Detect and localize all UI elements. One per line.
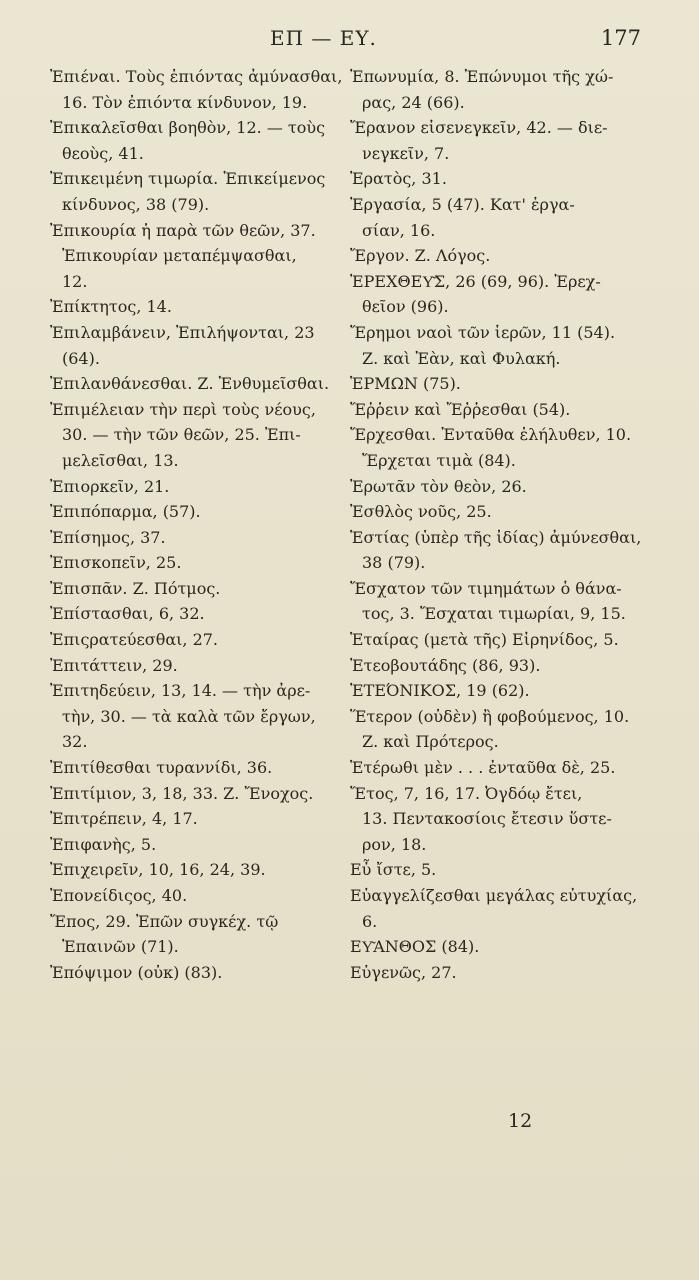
entry-line: Ἔτος, 7, 16, 17. Ὀγδόῳ ἔτει, xyxy=(350,783,583,803)
index-entry xyxy=(350,960,650,986)
index-entry xyxy=(50,499,350,525)
entry-line: ἙΡΜΩΝ (75). xyxy=(350,374,461,394)
index-entry xyxy=(50,909,350,960)
index-entry xyxy=(50,755,350,781)
entry-line: Ἐπιτρέπειν, 4, 17. xyxy=(50,809,198,829)
entry-line: Ἐπικουρίαν μεταπέμψασθαι, xyxy=(62,246,297,266)
entry-line: τος, 3. Ἔσχαται τιμωρίαι, 9, 15. xyxy=(362,604,626,624)
entry-line: 30. — τὴν τῶν θεῶν, 25. Ἐπι- xyxy=(62,425,301,445)
right-column xyxy=(350,64,650,985)
index-entry xyxy=(50,883,350,909)
index-entry xyxy=(50,781,350,807)
entry-line: Ἑταίρας (μετὰ τῆς) Εἰρηνίδος, 5. xyxy=(350,630,619,650)
index-entry xyxy=(50,627,350,653)
entry-line: Ἐπιςρατεύεσθαι, 27. xyxy=(50,630,219,650)
entry-line: Ἐπικαλεῖσθαι βοηθὸν, 12. — τοὺς xyxy=(50,118,326,138)
page-header xyxy=(0,26,699,60)
index-entry xyxy=(350,525,650,576)
entry-line: 16. Τὸν ἐπιόντα κίνδυνον, 19. xyxy=(62,92,308,112)
entry-line: Ἐπιπόπαρμα, (57). xyxy=(50,502,201,522)
entry-line: Ἐπισπᾶν. Ζ. Πότμος. xyxy=(50,578,221,598)
entry-line: Ἐπιέναι. Τοὺς ἐπιόντας ἀμύνασθαι, xyxy=(50,67,343,86)
entry-line: Εὖ ἴστε, 5. xyxy=(350,860,437,880)
entry-line: Ἐπιορκεῖν, 21. xyxy=(50,476,170,496)
entry-line: Ἐπιφανὴς, 5. xyxy=(50,834,157,854)
entry-line: Ἐπιτηδεύειν, 13, 14. — τὴν ἀρε- xyxy=(50,681,311,701)
index-entry xyxy=(50,525,350,551)
left-column xyxy=(50,64,350,985)
entry-line: ρον, 18. xyxy=(362,834,427,854)
index-entry xyxy=(50,320,350,371)
entry-line: (64). xyxy=(62,348,100,368)
entry-line: Ἐπιτάττειν, 29. xyxy=(50,655,178,675)
entry-line: σίαν, 16. xyxy=(362,220,436,240)
entry-line: Ἐργασία, 5 (47). Κατ' ἐργα- xyxy=(350,194,575,214)
page-number: 177 xyxy=(600,26,641,50)
entry-line: Ἐπικουρία ἡ παρὰ τῶν θεῶν, 37. xyxy=(50,220,316,240)
entry-line: μελεῖσθαι, 13. xyxy=(62,450,179,470)
entry-line: Ἐπόψιμον (οὐκ) (83). xyxy=(50,962,223,982)
entry-line: Ἑτέρωθι μὲν . . . ἐνταῦθα δὲ, 25. xyxy=(350,758,616,778)
index-entry xyxy=(350,883,650,934)
index-entry xyxy=(50,960,350,986)
index-entry xyxy=(350,64,650,115)
entry-line: 38 (79). xyxy=(362,553,426,573)
entry-line: Εὐγενῶς, 27. xyxy=(350,962,457,982)
entry-line: τὴν, 30. — τὰ καλὰ τῶν ἔργων, xyxy=(62,706,316,726)
index-entry xyxy=(50,832,350,858)
index-entry xyxy=(350,371,650,397)
entry-line: 12. xyxy=(62,271,88,291)
entry-line: Ἔρχεσθαι. Ἐνταῦθα ἐλήλυθεν, 10. xyxy=(350,425,632,445)
index-entry xyxy=(350,857,650,883)
entry-line: 13. Πεντακοσίοις ἔτεσιν ὕστε- xyxy=(362,809,612,829)
index-entry xyxy=(350,422,650,473)
index-entry xyxy=(350,755,650,781)
index-entry xyxy=(350,320,650,371)
entry-line: Ζ. καὶ Πρότερος. xyxy=(362,732,499,752)
entry-line: Ἐπιλανθάνεσθαι. Ζ. Ἐνθυμεῖσθαι. xyxy=(50,374,330,394)
index-entry xyxy=(350,627,650,653)
entry-line: νεγκεῖν, 7. xyxy=(362,143,450,163)
index-entry xyxy=(50,576,350,602)
entry-line: Ἐπωνυμία, 8. Ἐπώνυμοι τῆς χώ- xyxy=(350,67,614,86)
entry-line: Ἔργον. Ζ. Λόγος. xyxy=(350,246,491,266)
entry-line: θεοὺς, 41. xyxy=(62,143,144,163)
index-entry xyxy=(50,601,350,627)
index-entry xyxy=(50,806,350,832)
entry-line: Ἑστίας (ὑπὲρ τῆς ἰδίας) ἀμύνεσθαι, xyxy=(350,527,642,547)
index-entry xyxy=(350,499,650,525)
entry-line: Ἐπίστασθαι, 6, 32. xyxy=(50,604,205,624)
entry-line: Ἐπικειμένη τιμωρία. Ἐπικείμενος xyxy=(50,169,326,189)
entry-line: Ἔρανον εἰσενεγκεῖν, 42. — διε- xyxy=(350,118,608,138)
entry-line: Ἐρωτᾶν τὸν θεὸν, 26. xyxy=(350,476,527,496)
entry-line: Ἐπίκτητος, 14. xyxy=(50,297,172,317)
entry-line: Ἐρατὸς, 31. xyxy=(350,169,447,189)
index-entry xyxy=(50,550,350,576)
index-entry xyxy=(350,166,650,192)
index-entry xyxy=(350,678,650,704)
index-entry xyxy=(350,934,650,960)
index-entry xyxy=(350,192,650,243)
index-entry xyxy=(50,474,350,500)
entry-line: Ζ. καὶ Ἐὰν, καὶ Φυλακή. xyxy=(362,348,561,368)
entry-line: ΕΥ͂ΑΝΘΟΣ (84). xyxy=(350,937,480,957)
entry-line: Ἐπίσημος, 37. xyxy=(50,527,166,547)
entry-line: Εὐαγγελίζεσθαι μεγάλας εὐτυχίας, xyxy=(350,886,638,905)
index-entry xyxy=(350,653,650,679)
index-entry xyxy=(50,294,350,320)
running-head: ΕΠ — ΕΥ. xyxy=(270,26,377,50)
index-entry xyxy=(350,115,650,166)
signature-mark: 12 xyxy=(508,1110,533,1132)
index-entry xyxy=(50,678,350,755)
entry-line: Ἐπαινῶν (71). xyxy=(62,937,179,957)
entry-line: 32. xyxy=(62,732,88,752)
index-columns xyxy=(50,64,660,1084)
index-entry xyxy=(350,704,650,755)
index-entry xyxy=(50,397,350,474)
entry-line: Ἐσθλὸς νοῦς, 25. xyxy=(350,502,492,522)
entry-line: Ἔρημοι ναοὶ τῶν ἱερῶν, 11 (54). xyxy=(350,322,616,342)
index-entry xyxy=(50,218,350,295)
entry-line: ἘΡΕΧΘΕΥ͂Σ, 26 (69, 96). Ἐρεχ- xyxy=(350,271,601,291)
index-entry xyxy=(50,653,350,679)
index-entry xyxy=(350,474,650,500)
index-entry xyxy=(350,269,650,320)
entry-line: Ἐπισκοπεῖν, 25. xyxy=(50,553,182,573)
index-entry xyxy=(350,243,650,269)
entry-line: Ἐπιμέλειαν τὴν περὶ τοὺς νέους, xyxy=(50,399,316,419)
entry-line: ἘΤΕΌΝΙΚΟΣ, 19 (62). xyxy=(350,681,530,701)
entry-line: Ἐπονείδιςος, 40. xyxy=(50,886,188,905)
index-entry xyxy=(50,64,350,115)
entry-line: ρας, 24 (66). xyxy=(362,92,465,112)
index-entry xyxy=(50,166,350,217)
entry-line: Ἕτερον (οὐδὲν) ἢ φοβούμενος, 10. xyxy=(350,706,630,726)
entry-line: Ἐπιτίθεσθαι τυραννίδι, 36. xyxy=(50,758,273,778)
index-entry xyxy=(350,576,650,627)
index-entry xyxy=(50,857,350,883)
index-entry xyxy=(350,397,650,423)
index-entry xyxy=(50,371,350,397)
entry-line: θεῖον (96). xyxy=(362,297,449,317)
entry-line: Ἔρχεται τιμὰ (84). xyxy=(362,450,516,470)
entry-line: Ἐπιτίμιον, 3, 18, 33. Ζ. Ἔνοχος. xyxy=(50,783,314,803)
entry-line: Ἐπιχειρεῖν, 10, 16, 24, 39. xyxy=(50,860,266,880)
index-entry xyxy=(50,115,350,166)
entry-line: 6. xyxy=(362,911,378,931)
entry-line: Ἔῤῥειν καὶ Ἔῤῥεσθαι (54). xyxy=(350,399,571,419)
entry-line: κίνδυνος, 38 (79). xyxy=(62,194,210,214)
entry-line: Ἔπος, 29. Ἐπῶν συγκέχ. τῷ xyxy=(50,911,279,931)
entry-line: Ἐτεοβουτάδης (86, 93). xyxy=(350,655,541,675)
index-entry xyxy=(350,781,650,858)
entry-line: Ἐπιλαμβάνειν, Ἐπιλήψονται, 23 xyxy=(50,322,315,342)
entry-line: Ἔσχατον τῶν τιμημάτων ὁ θάνα- xyxy=(350,578,622,598)
